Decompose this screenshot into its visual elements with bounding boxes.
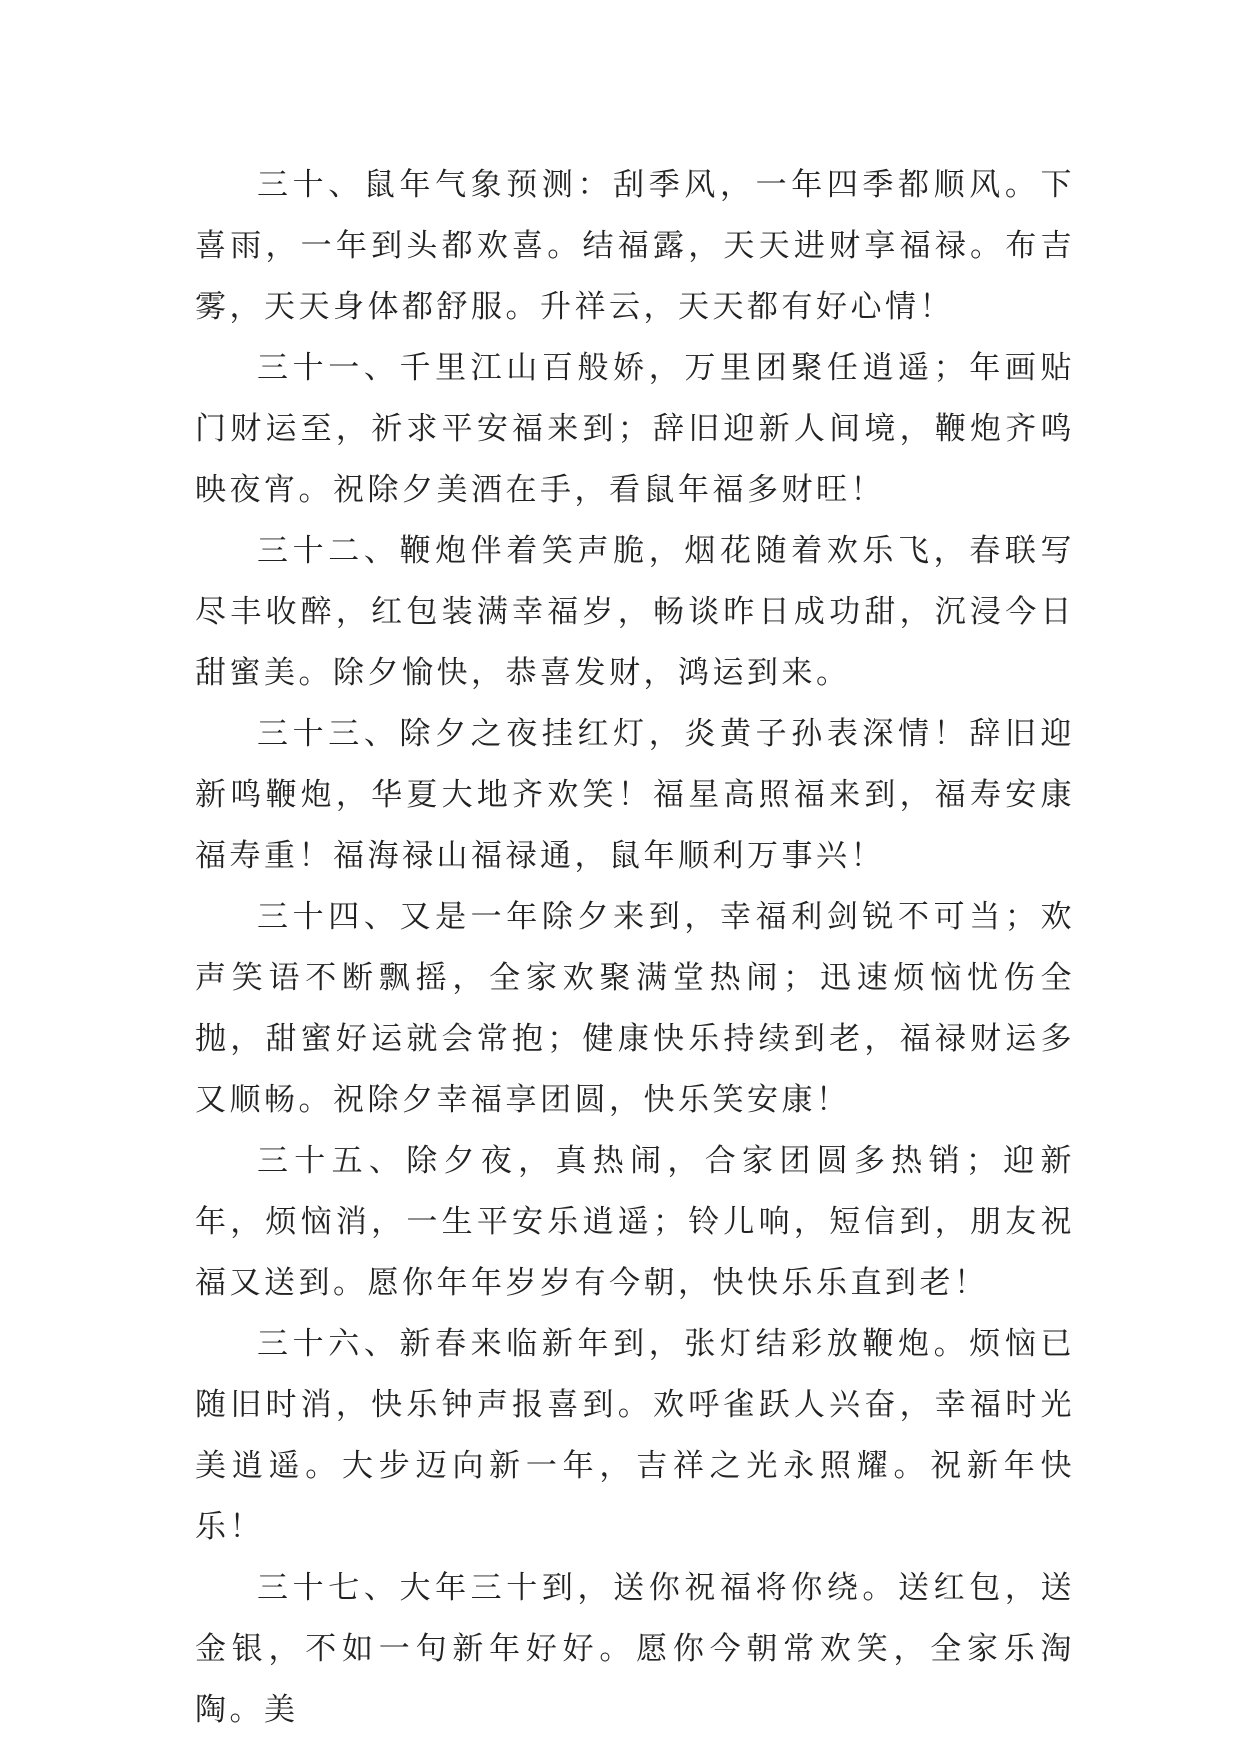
paragraph-34: 三十四、又是一年除夕来到，幸福利剑锐不可当；欢声笑语不断飘摇，全家欢聚满堂热闹；迅速烦恼忧伤全抛，甜蜜好运就会常抱；健康快乐持续到老，福禄财运多又顺畅。祝除夕幸福享团圆，快乐笑安康！ (195, 899, 1075, 1118)
paragraph-36: 三十六、新春来临新年到，张灯结彩放鞭炮。烦恼已随旧时消，快乐钟声报喜到。欢呼雀跃人兴奋，幸福时光美逍遥。大步迈向新一年，吉祥之光永照耀。祝新年快乐！ (195, 1326, 1075, 1545)
paragraph-33: 三十三、除夕之夜挂红灯，炎黄子孙表深情！辞旧迎新鸣鞭炮，华夏大地齐欢笑！福星高照福来到，福寿安康福寿重！福海禄山福禄通，鼠年顺利万事兴！ (195, 716, 1075, 874)
paragraph-30: 三十、鼠年气象预测：刮季风，一年四季都顺风。下喜雨，一年到头都欢喜。结福露，天天进财享福禄。布吉雾，天天身体都舒服。升祥云，天天都有好心情！ (195, 167, 1075, 325)
document-body (195, 155, 1075, 1741)
paragraph-32: 三十二、鞭炮伴着笑声脆，烟花随着欢乐飞，春联写尽丰收醉，红包装满幸福岁，畅谈昨日成功甜，沉浸今日甜蜜美。除夕愉快，恭喜发财，鸿运到来。 (195, 533, 1075, 691)
paragraph-35: 三十五、除夕夜，真热闹，合家团圆多热销；迎新年，烦恼消，一生平安乐逍遥；铃儿响，短信到，朋友祝福又送到。愿你年年岁岁有今朝，快快乐乐直到老！ (195, 1143, 1075, 1301)
paragraph-37: 三十七、大年三十到，送你祝福将你绕。送红包，送金银，不如一句新年好好。愿你今朝常欢笑，全家乐淘陶。美 (195, 1570, 1075, 1728)
paragraph-31: 三十一、千里江山百般娇，万里团聚任逍遥；年画贴门财运至，祈求平安福来到；辞旧迎新人间境，鞭炮齐鸣映夜宵。祝除夕美酒在手，看鼠年福多财旺！ (195, 350, 1075, 508)
